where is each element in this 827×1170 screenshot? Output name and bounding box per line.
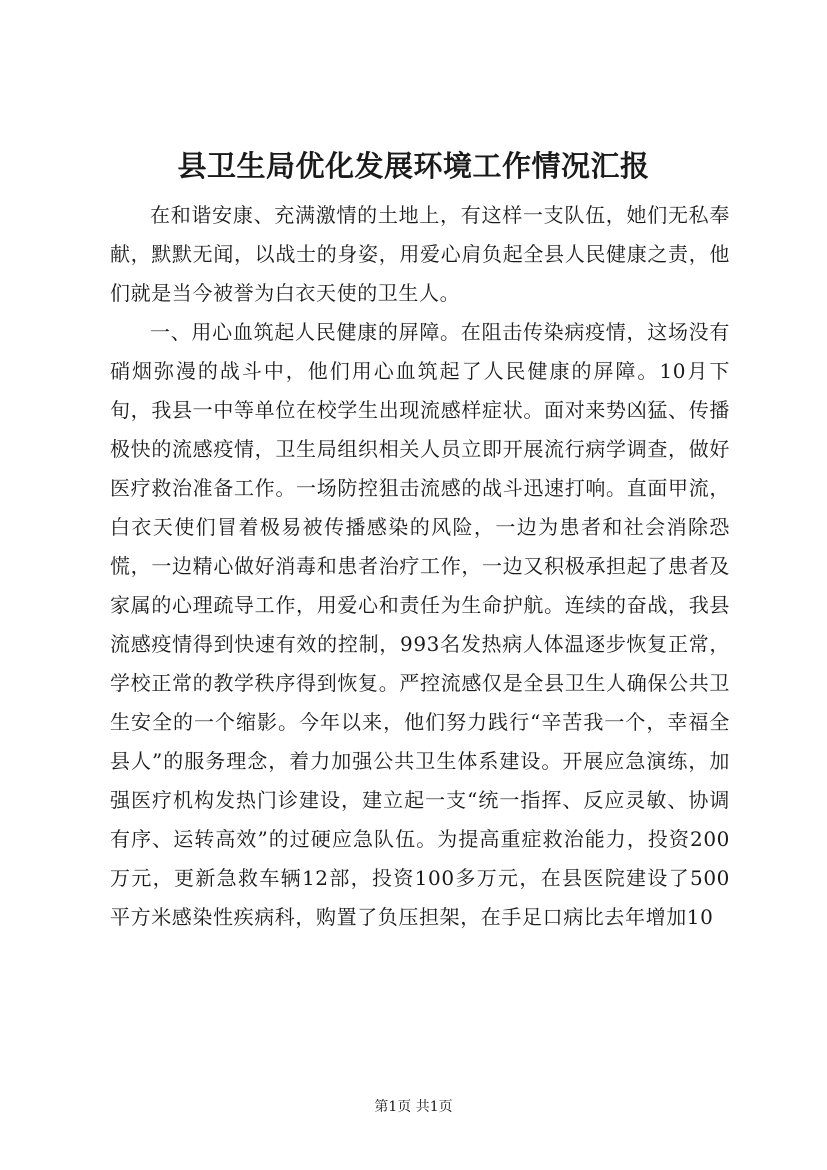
page-number: 第1页 (374, 1099, 412, 1115)
document-body (110, 196, 730, 937)
page-footer (0, 1097, 827, 1117)
paragraph-intro: 在和谐安康、充满激情的土地上，有这样一支队伍，她们无私奉献，默默无闻，以战士的身姿，用爱心肩负起全县人民健康之责，他们就是当今被誉为白衣天使的卫生人。 (110, 203, 730, 305)
paragraph-section-one: 一、用心血筑起人民健康的屏障。在阻击传染病疫情，这场没有硝烟弥漫的战斗中，他们用心血筑起了人民健康的屏障。10月下旬，我县一中等单位在校学生出现流感样症状。面对来势凶猛、传播极快的流感疫情，卫生局组织相关人员立即开展流行病学调查，做好医疗救治准备工作。一场防控狙击流感的战斗迅速打响。直面甲流，白衣天使们冒着极易被传播感染的风险，一边为患者和社会消除恐慌，一边精心做好消毒和患者治疗工作，一边又积极承担起了患者及家属的心理疏导工作，用爱心和责任为生命护航。连续的奋战，我县流感疫情得到快速有效的控制，993名发热病人体温逐步恢复正常，学校正常的教学秩序得到恢复。严控流感仅是全县卫生人确保公共卫生安全的一个缩影。今年以来，他们努力践行“辛苦我一个，幸福全县人”的服务理念，着力加强公共卫生体系建设。开展应急演练，加强医疗机构发热门诊建设，建立起一支“统一指挥、反应灵敏、协调有序、运转高效”的过硬应急队伍。为提高重症救治能力，投资200万元，更新急救车辆12部，投资100多万元，在县医院建设了500平方米感染性疾病科，购置了负压担架，在手足口病比去年增加10 (110, 320, 730, 929)
page-total: 共1页 (415, 1099, 453, 1115)
document-title: 县卫生局优化发展环境工作情况汇报 (177, 149, 650, 183)
